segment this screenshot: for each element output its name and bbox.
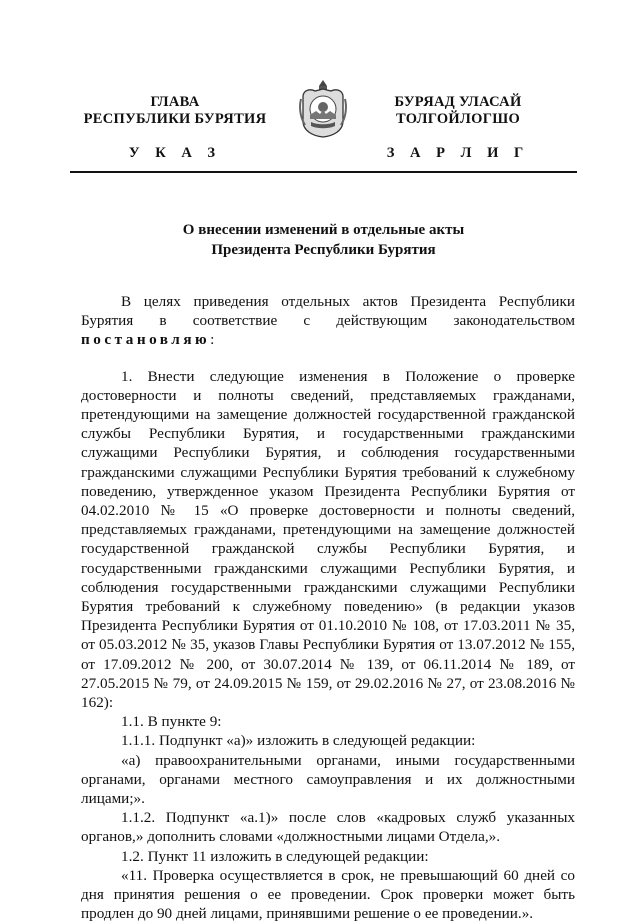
preamble <box>81 292 575 350</box>
paragraph: 1.2. Пункт 11 изложить в следующей редакции: <box>121 847 429 865</box>
preamble-text: В целях приведения отдельных актов Президента Республики Бурятия в соответствие с действующим законодательством <box>81 293 575 330</box>
header-left-doc-type: У К А З <box>128 145 222 161</box>
paragraph: 1.1.1. Подпункт «а)» изложить в следующей редакции: <box>121 732 476 750</box>
header-left-line1: ГЛАВА <box>150 94 200 110</box>
title-line1: О внесении изменений в отдельные акты <box>182 222 465 238</box>
document-title <box>70 220 577 260</box>
header-left-line2: РЕСПУБЛИКИ БУРЯТИЯ <box>83 111 267 127</box>
coat-of-arms-icon <box>297 77 349 139</box>
preamble-keyword: постановляю <box>81 331 211 349</box>
paragraph: 1.1. В пункте 9: <box>121 713 222 731</box>
paragraph: «а) правоохранительными органами, иными государственными органами, органами местного самоуправления и их должностными лицами;». <box>81 751 575 808</box>
paragraph: 1.1.2. Подпункт «а.1)» после слов «кадровых служб указанных органов,» дополнить словами «должностными лицами Отдела,». <box>81 809 575 846</box>
paragraph: «11. Проверка осуществляется в срок, не превышающий 60 дней со дня принятия решения о ее проведении. Срок проверки может быть продлен до 90 дней лицами, принявшими решение о ее проведении.». <box>81 866 575 923</box>
header-divider <box>70 171 577 173</box>
header-right-doc-type: З А Р Л И Г <box>386 145 530 161</box>
header-right-line1: БУРЯАД УЛАСАЙ <box>394 94 522 110</box>
title-line2: Президента Республики Бурятия <box>211 242 436 258</box>
header-right-line2: ТОЛГОЙЛОГШО <box>395 111 521 127</box>
header-right <box>366 94 550 128</box>
header-left <box>70 94 280 128</box>
preamble-end: : <box>210 331 215 349</box>
document-body <box>81 292 575 924</box>
paragraph: 1. Внести следующие изменения в Положение о проверке достоверности и полноты сведений, представляемых гражданами, претендующими на замещение должностей государственной гражданской службы Республики Бурятия, и государственными гражданскими служащими Республики Бурятия, и соблюдения государственными гражданскими служащими Республики Бурятия требований к служебному поведению, утвержденное указом Президента Республики Бурятия от 04.02.2010 № 15 «О проверке достоверности и полноты сведений, представляемых гражданами, претендующими на замещение должностей государственной гражданской службы Республики Бурятия, и государственными гражданскими служащими Республики Бурятия, и соблюдения государственными гражданскими служащими Республики Бурятия требований к служебному поведению» (в редакции указов Президента Республики Бурятия от 01.10.2010 № 108, от 17.03.2011 № 35, от 05.03.2012 № 35, указов Главы Республики Бурятия от 13.07.2012 № 155, от 17.09.2012 № 200, от 30.07.2014 № 139, от 06.11.2014 № 189, от 27.05.2015 № 79, от 24.09.2015 № 159, от 29.02.2016 № 27, от 23.08.2016 № 162): <box>81 367 575 712</box>
